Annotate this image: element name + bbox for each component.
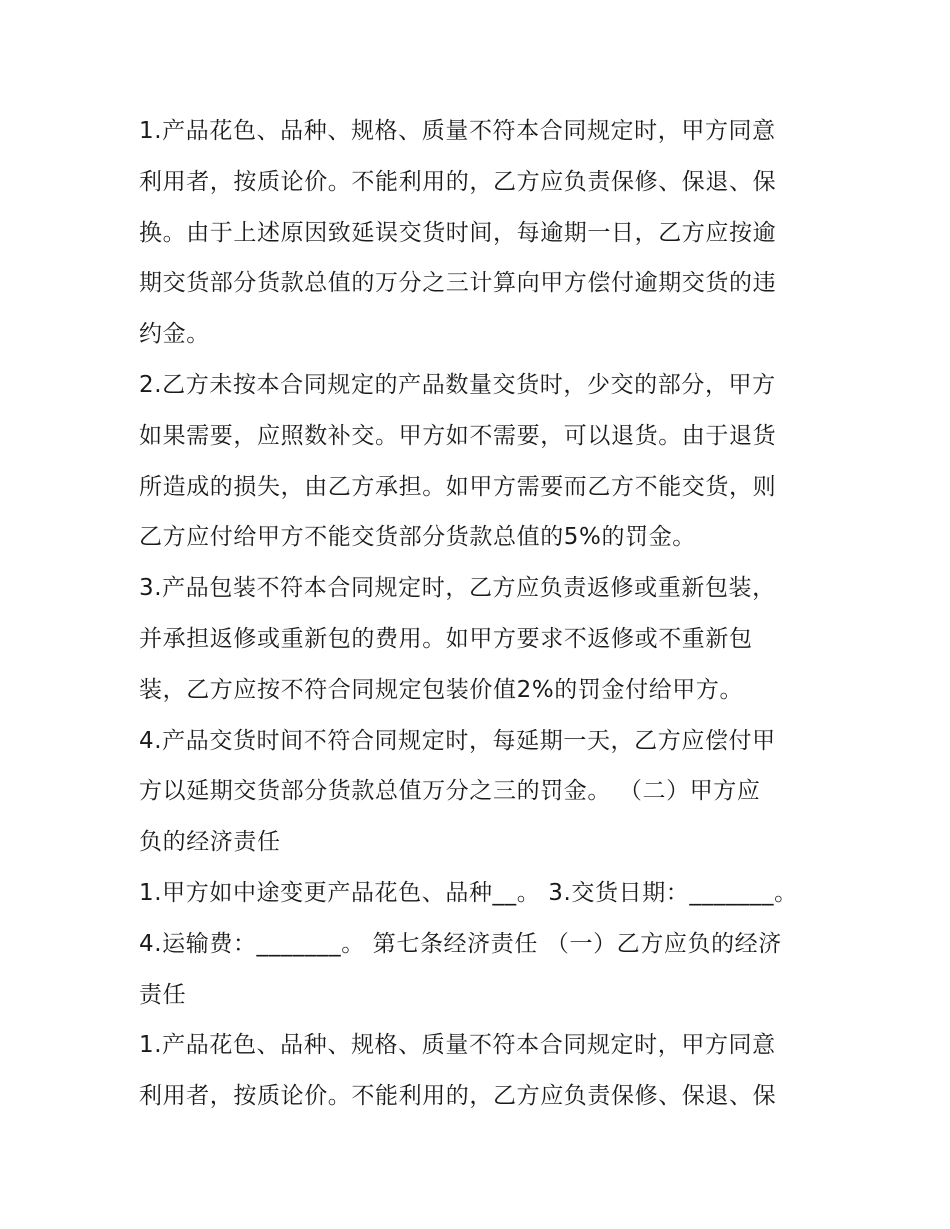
paragraph-6 xyxy=(139,1020,829,1122)
text-line: 约金。 xyxy=(139,321,210,348)
text-line: 期交货部分货款总值的万分之三计算向甲方偿付逾期交货的违 xyxy=(139,270,777,297)
document-body xyxy=(139,106,829,1122)
text-line: 并承担返修或重新包的费用。如甲方要求不返修或不重新包 xyxy=(139,625,753,652)
text-line: 利用者，按质论价。不能利用的，乙方应负责保修、保退、保 xyxy=(139,1083,777,1110)
paragraph-5 xyxy=(139,868,829,1020)
text-line: 3.产品包装不符本合同规定时，乙方应负责返修或重新包装， xyxy=(139,575,776,602)
paragraph-1 xyxy=(139,106,829,360)
paragraph-2 xyxy=(139,360,829,563)
paragraph-4 xyxy=(139,716,829,868)
text-line: 乙方应付给甲方不能交货部分货款总值的5%的罚金。 xyxy=(139,524,696,551)
text-line: 如果需要，应照数补交。甲方如不需要，可以退货。由于退货 xyxy=(139,422,777,449)
text-line: 换。由于上述原因致延误交货时间，每逾期一日，乙方应按逾 xyxy=(139,219,777,246)
text-line: 方以延期交货部分货款总值万分之三的罚金。 （二）甲方应 xyxy=(139,778,761,805)
text-line: 负的经济责任 xyxy=(139,829,281,856)
text-line: 1.产品花色、品种、规格、质量不符本合同规定时，甲方同意 xyxy=(139,1032,776,1059)
text-line: 4.产品交货时间不符合同规定时，每延期一天，乙方应偿付甲 xyxy=(139,727,776,754)
text-line: 责任 xyxy=(139,981,187,1008)
text-line: 1.甲方如中途变更产品花色、品种__。 3.交货日期：_______。 xyxy=(139,879,798,906)
text-line: 4.运输费：_______。 第七条经济责任 （一）乙方应负的经济 xyxy=(139,930,782,957)
text-line: 所造成的损失，由乙方承担。如甲方需要而乙方不能交货，则 xyxy=(139,473,777,500)
paragraph-3 xyxy=(139,563,829,715)
text-line: 装，乙方应按不符合同规定包装价值2%的罚金付给甲方。 xyxy=(139,676,744,703)
text-line: 利用者，按质论价。不能利用的，乙方应负责保修、保退、保 xyxy=(139,168,777,195)
text-line: 2.乙方未按本合同规定的产品数量交货时，少交的部分，甲方 xyxy=(139,371,776,398)
text-line: 1.产品花色、品种、规格、质量不符本合同规定时，甲方同意 xyxy=(139,118,776,144)
